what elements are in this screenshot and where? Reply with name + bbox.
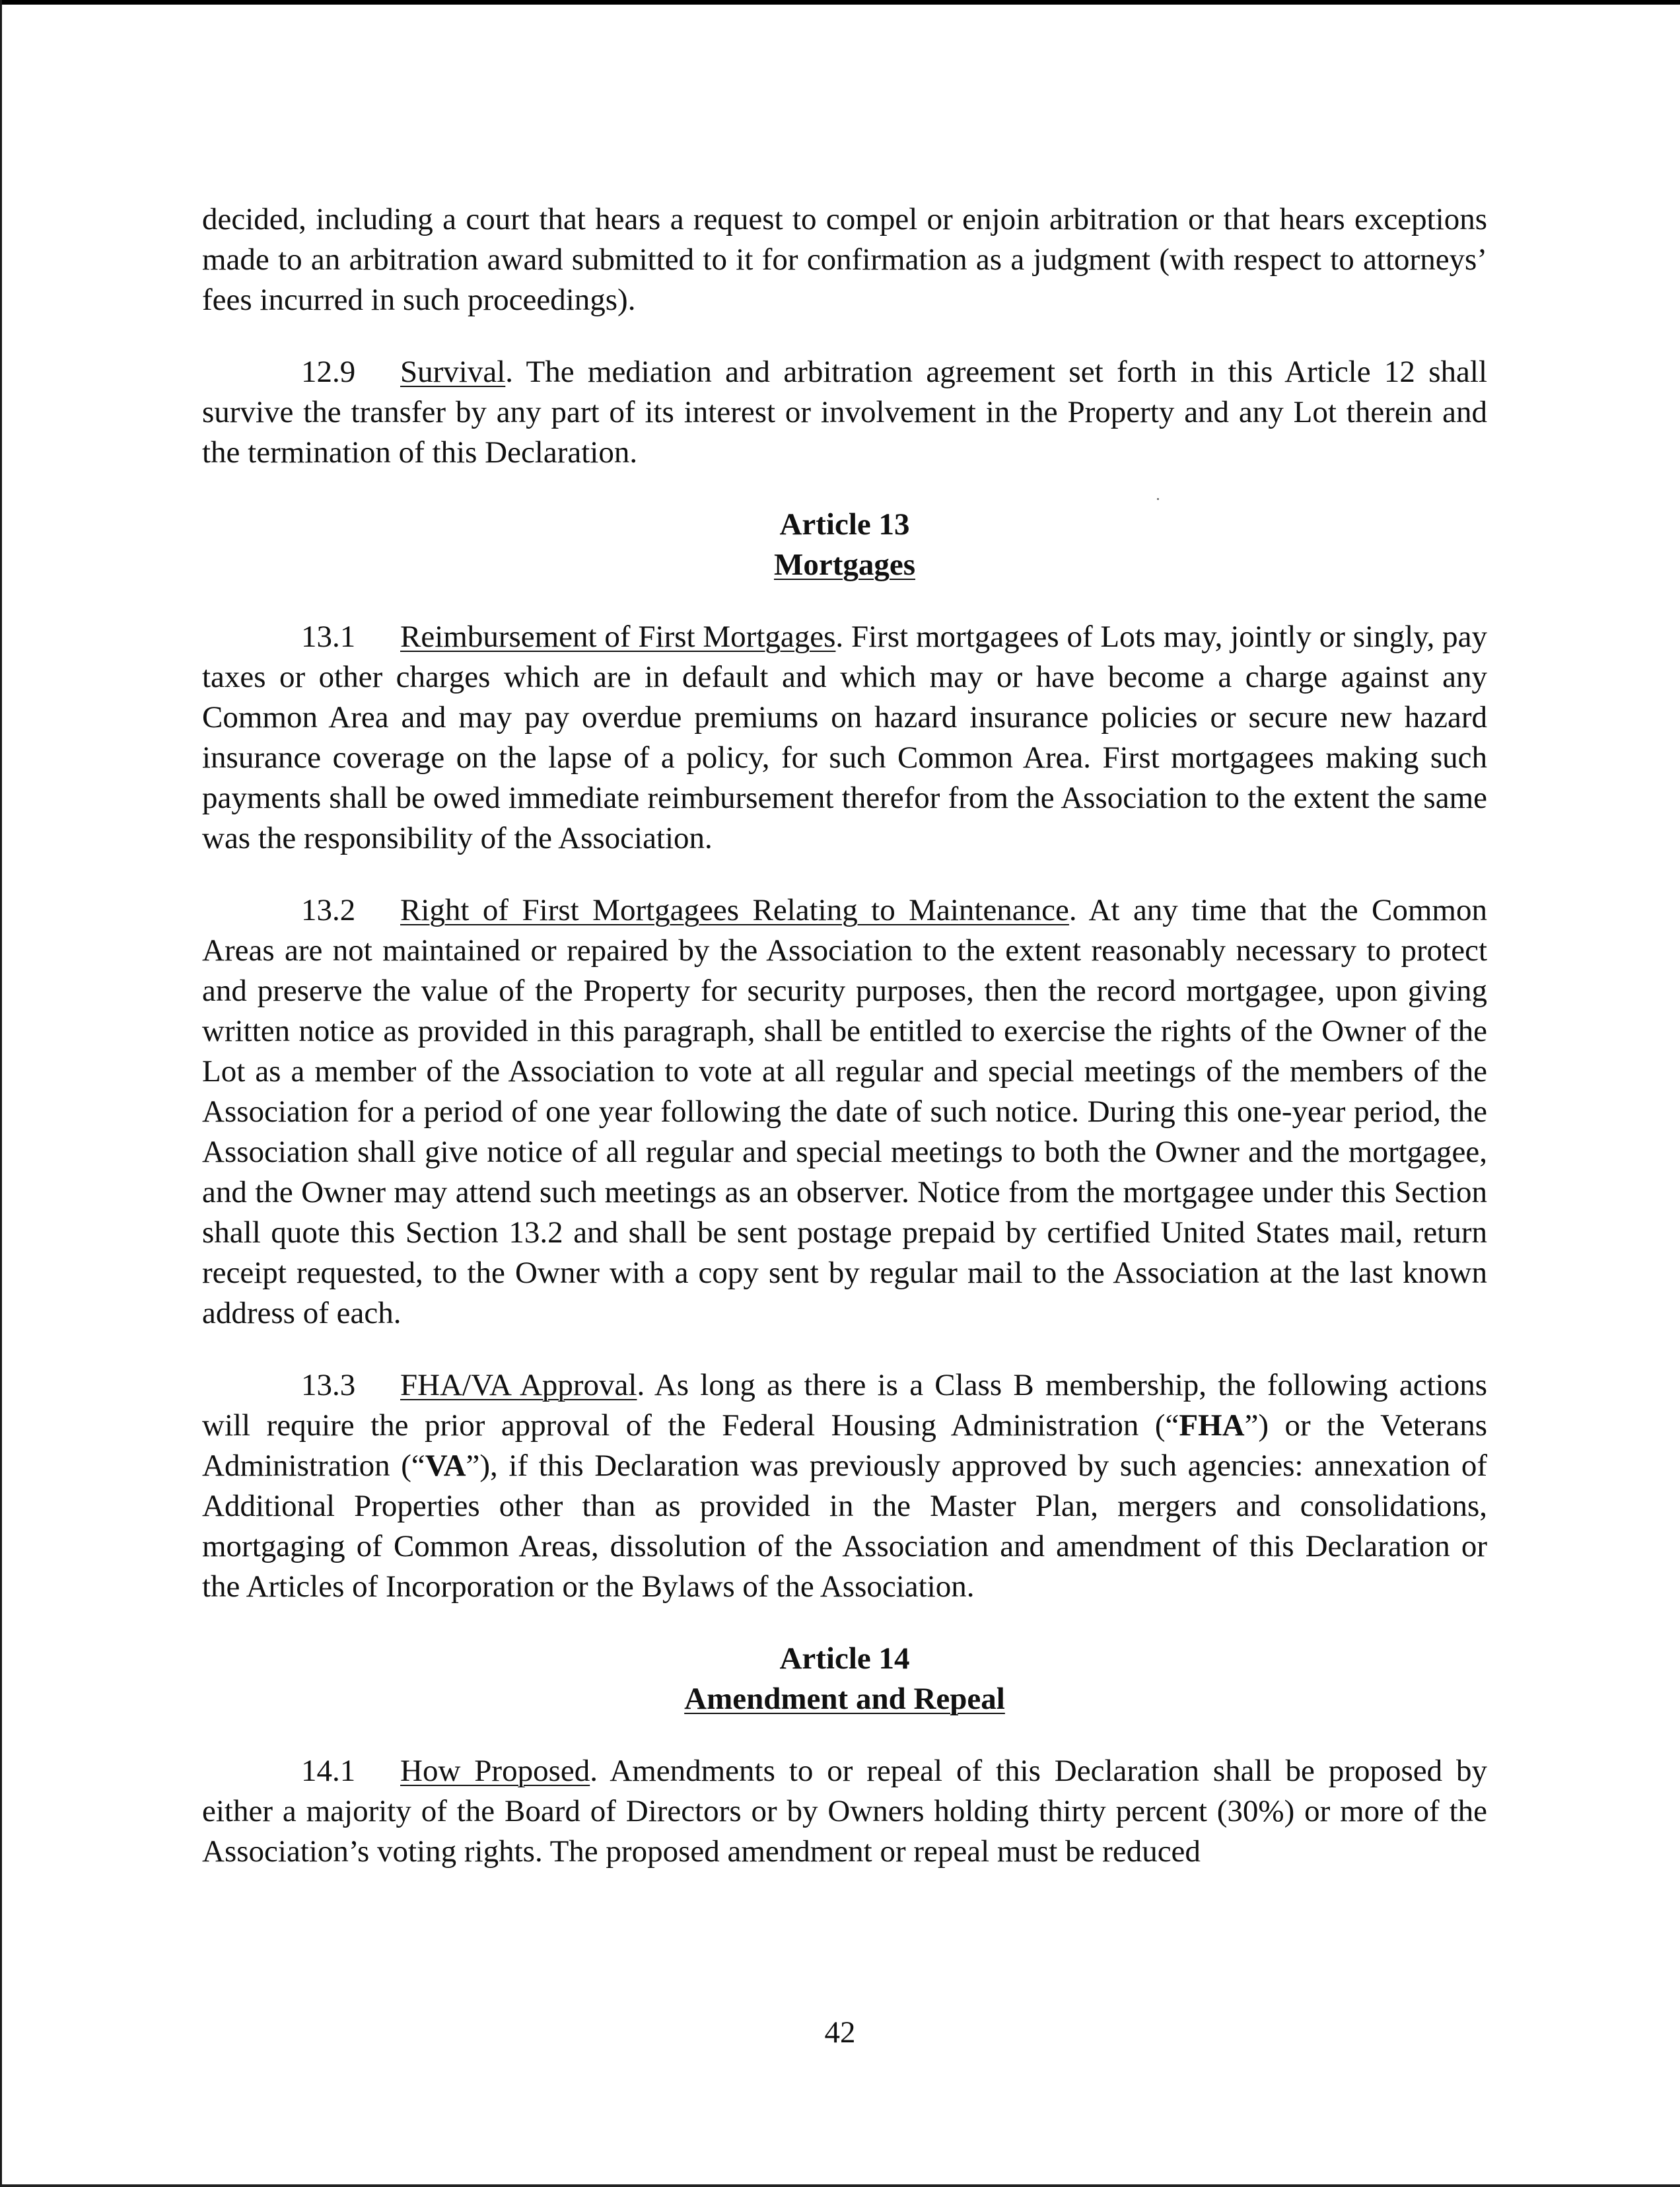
section-text: . Amendments to or repeal of this Declaration shall be proposed by either a majority of the Board of Directors or by Owners holding thirty percent (30%) or more of the Association’s voting rights. The proposed amendment or repeal must be reduced: [202, 1754, 1487, 1869]
section-13-3: [202, 1365, 1487, 1607]
section-title: Right of First Mortgagees Relating to Maintenance: [400, 893, 1069, 927]
section-number: 13.3: [301, 1368, 356, 1402]
paragraph-intro: decided, including a court that hears a request to compel or enjoin arbitration or that hears exceptions made to an arbitration award submitted to it for confirmation as a judgment (with respect to attorneys’ fees incurred in such proceedings).: [202, 202, 1487, 317]
scan-top-edge: [0, 0, 1680, 5]
section-title: Reimbursement of First Mortgages: [400, 620, 836, 654]
article-14-label: Article 14: [779, 1641, 910, 1676]
section-text: . At any time that the Common Areas are not maintained or repaired by the Association to the extent reasonably necessary to protect and preserve the value of the Property for security purposes, then the record mortgagee, upon giving written notice as provided in this paragraph, shall be entitled to exercise the rights of the Owner of the Lot as a member of the Association to vote at all regular and special meetings of the members of the Association for a period of one year following the date of such notice. During this one-year period, the Association shall give notice of all regular and special meetings to both the Owner and the mortgagee, and the Owner may attend such meetings as an observer. Notice from the mortgagee under this Section shall quote this Section 13.2 and shall be sent postage prepaid by certified United States mail, return receipt requested, to the Owner with a copy sent by regular mail to the Association at the last known address of each.: [202, 893, 1487, 1330]
article-13-title: Mortgages: [773, 548, 916, 582]
section-text: . First mortgagees of Lots may, jointly or singly, pay taxes or other charges which are in default and which may or have become a charge against any Common Area and may pay overdue premiums on hazard insurance policies or secure new hazard insurance coverage on the lapse of a policy, for such Common Area. First mortgagees making such payments shall be owed immediate reimbursement therefor from the Association to the extent the same was the responsibility of the Association.: [202, 620, 1488, 855]
article-14-title: Amendment and Repeal: [684, 1682, 1005, 1716]
section-14-1: [202, 1751, 1487, 1872]
document-body: [202, 199, 1487, 1872]
scan-bottom-edge: [0, 2184, 1680, 2187]
defined-term-fha: FHA: [1179, 1408, 1245, 1443]
section-number: 13.1: [301, 620, 356, 654]
article-13-title-row: [202, 545, 1487, 585]
defined-term-va: VA: [425, 1449, 466, 1483]
section-12-9: [202, 352, 1487, 473]
page-number: 42: [824, 2015, 856, 2050]
section-number: 14.1: [301, 1754, 356, 1788]
section-title: How Proposed: [400, 1754, 590, 1788]
scan-left-edge: [0, 0, 2, 2187]
article-13-label: Article 13: [779, 507, 910, 542]
section-text-b: ”) or the Veterans Administration (“: [202, 1408, 1487, 1483]
section-13-2: [202, 890, 1487, 1334]
section-number: 13.2: [301, 893, 356, 927]
section-text-a: . As long as there is a Class B membership, the following actions will require the prior approval of the Federal Housing Administration (“: [202, 1368, 1488, 1443]
section-13-1: [202, 617, 1487, 859]
article-14-title-row: [202, 1679, 1487, 1719]
section-number: 12.9: [301, 355, 356, 389]
section-title: FHA/VA Approval: [400, 1368, 637, 1402]
section-text-c: ”), if this Declaration was previously approved by such agencies: annexation of Additional Properties other than as provided in the Master Plan, mergers and consolidations, mortgaging of Common Areas, dissolution of the Association and amendment of this Declaration or the Articles of Incorporation or the Bylaws of the Association.: [202, 1449, 1488, 1604]
section-title: Survival: [400, 355, 506, 389]
section-text: . The mediation and arbitration agreement set forth in this Article 12 shall survive the transfer by any part of its interest or involvement in the Property and any Lot therein and the termination of this Declaration.: [202, 355, 1487, 470]
